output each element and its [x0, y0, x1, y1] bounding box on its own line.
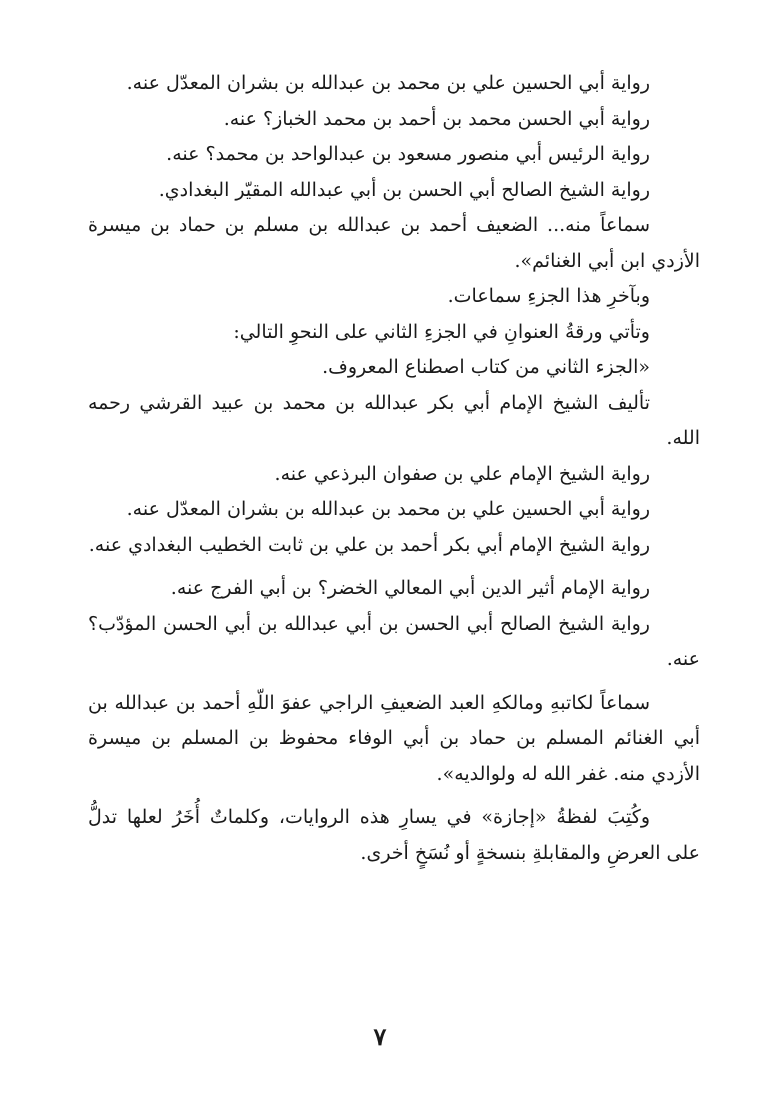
page-body — [88, 66, 700, 871]
paragraph-narration-7: رواية الشيخ الإمام أبي بكر أحمد بن علي بن ثابت الخطيب البغدادي عنه. — [88, 533, 650, 556]
paragraph-narration-4: رواية الشيخ الصالح أبي الحسن بن أبي عبدالله المقيّر البغدادي. — [158, 178, 650, 201]
paragraph-title-page-intro: وتأتي ورقةُ العنوانِ في الجزءِ الثاني على النحوِ التالي: — [233, 320, 650, 343]
paragraph-narration-9: رواية الشيخ الصالح أبي الحسن بن أبي عبدالله بن أبي الحسن المؤدّب؟ عنه. — [88, 612, 700, 670]
paragraph-samaa-2: سماعاً لكاتبهِ ومالكهِ العبد الضعيفِ الراجي عفوَ اللّهِ أحمد بن عبدالله بن أبي الغنائم المسلم بن حماد بن أبي الوفاء محفوظ بن المسلم بن ميسرة الأزدي منه. غفر الله له ولوالديه». — [88, 691, 700, 785]
paragraph-authorship: تأليف الشيخ الإمام أبي بكر عبدالله بن محمد بن عبيد القرشي رحمه الله. — [88, 391, 700, 449]
page-number: ٧ — [373, 1022, 387, 1051]
paragraph-narration-1: رواية أبي الحسين علي بن محمد بن عبدالله بن بشران المعدّل عنه. — [126, 72, 650, 94]
paragraph-part-two-title: «الجزء الثاني من كتاب اصطناع المعروف. — [322, 356, 650, 378]
paragraph-ijaza-note: وكُتِبَ لفظةُ «إجازة» في يسارِ هذه الروايات، وكلماتٌ أُخَرُ لعلها تدلُّ على العرضِ والمقابلةِ بنسخةٍ أو نُسَخٍ أخرى. — [88, 806, 700, 864]
paragraph-narration-8: رواية الإمام أثير الدين أبي المعالي الخضر؟ بن أبي الفرج عنه. — [170, 577, 650, 599]
paragraph-narration-6: رواية أبي الحسين علي بن محمد بن عبدالله بن بشران المعدّل عنه. — [126, 498, 650, 520]
paragraph-narration-3: رواية الرئيس أبي منصور مسعود بن عبدالواحد بن محمد؟ عنه. — [166, 143, 650, 165]
paragraph-narration-2: رواية أبي الحسن محمد بن أحمد بن محمد الخباز؟ عنه. — [223, 107, 650, 130]
paragraph-samaat-note: وبآخرِ هذا الجزءِ سماعات. — [447, 285, 650, 307]
paragraph-samaa-1: سماعاً منه... الضعيف أحمد بن عبدالله بن مسلم بن حماد بن ميسرة الأزدي ابن أبي الغنائم». — [88, 214, 700, 272]
paragraph-narration-5: رواية الشيخ الإمام علي بن صفوان البرذعي عنه. — [274, 462, 650, 485]
